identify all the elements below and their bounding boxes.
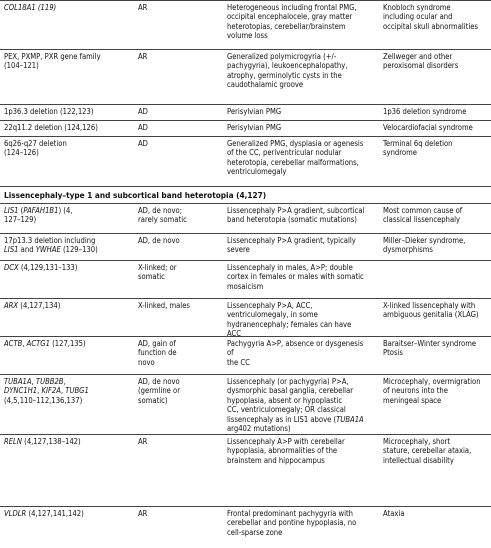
inheritance-cell: AD (138, 123, 148, 132)
phenotype-cell: Lissencephaly P>A, ACC, ventriculomegaly, in some hydranencephaly; females can have ACC (227, 301, 352, 339)
gene-cell: DCX (4,129,131–133) (4, 263, 78, 272)
gene-cell: ARX (4,127,134) (4, 301, 61, 310)
table-row (0, 337, 491, 375)
gene-cell: TUBA1A, TUBB2B, DYNC1H1, KIF2A, TUBG1 (4,5,110–112,136,137) (4, 377, 89, 405)
table-row (0, 50, 491, 105)
gene-cell: RELN (4,127,138–142) (4, 437, 81, 446)
phenotype-cell: Heterogeneous including frontal PMG, occipital encephalocele, gray matter heterotopias, cerebellar/brainstem volume loss (227, 3, 357, 41)
inheritance-cell: AD, de novo (138, 236, 180, 245)
syndrome-cell: Zellweger and other peroxisomal disorders (383, 52, 459, 71)
phenotype-cell: Frontal predominant pachygyria with cerebellar and pontine hypoplasia, no cell-sparse zone (227, 509, 357, 537)
table-row (0, 375, 491, 435)
phenotype-cell: Pachygyria A>P, absence or dysgenesis of the CC (227, 339, 364, 367)
phenotype-cell: Lissencephaly P>A gradient, typically severe (227, 236, 356, 255)
syndrome-cell: Knobloch syndrome including ocular and occipital skull abnormalities (383, 3, 479, 31)
gene-cell: PEX, PXMP, PXR gene family (104–121) (4, 52, 101, 71)
phenotype-cell: Lissencephaly A>P with cerebellar hypoplasia, abnormalities of the brainstem and hippocampus (227, 437, 345, 465)
inheritance-cell: AD (138, 139, 148, 148)
table-row (0, 234, 491, 261)
syndrome-cell: Velocardiofacial syndrome (383, 123, 473, 132)
phenotype-cell: Lissencephaly (or pachygyria) P>A, dysmorphic basal ganglia, cerebellar hypoplasia, absent or hypoplastic CC, ventriculomegaly; OR classical lissencephaly as in LIS1 above (TUBA1A arg402 mutations) (227, 377, 364, 434)
phenotype-cell: Lissencephaly in males, A>P; double cortex in females or males with somatic mosaicism (227, 263, 364, 291)
inheritance-cell: AD, de novo; rarely somatic (138, 206, 187, 225)
gene-cell: VLDLR (4,127,141,142) (4, 509, 84, 518)
syndrome-cell: Microcephaly, short stature, cerebellar ataxia, intellectual disability (383, 437, 472, 465)
syndrome-cell: Baraitser–Winter syndrome Ptosis (383, 339, 477, 358)
section-title: Lissencephaly–type 1 and subcortical band heterotopia (4,127) (4, 190, 267, 200)
gene-cell: 1p36.3 deletion (122,123) (4, 107, 94, 116)
syndrome-cell: Miller–Dieker syndrome, dysmorphisms (383, 236, 466, 255)
inheritance-cell: AD (138, 107, 148, 116)
table-row (0, 261, 491, 299)
inheritance-cell: AR (138, 52, 148, 61)
table-row (0, 105, 491, 121)
syndrome-cell: 1p36 deletion syndrome (383, 107, 467, 116)
inheritance-cell: AR (138, 3, 148, 12)
section-heading-lissencephaly (0, 187, 491, 204)
inheritance-cell: X-linked; or somatic (138, 263, 177, 282)
gene-cell: ACTB, ACTG1 (127,135) (4, 339, 86, 348)
syndrome-cell: Ataxia (383, 509, 405, 518)
gene-cell: 6q26-q27 deletion (124–126) (4, 139, 67, 158)
inheritance-cell: AR (138, 509, 148, 518)
inheritance-cell: AR (138, 437, 148, 446)
inheritance-cell: AD, gain of function de novo (138, 339, 177, 367)
gene-cell: LIS1 (PAFAH1B1) (4, 127–129) (4, 206, 73, 225)
phenotype-cell: Generalized PMG, dysplasia or agenesis of the CC, periventricular nodular heterotopia, cerebellar malformations, ventriculomegaly (227, 139, 364, 177)
gene-cell: 22q11.2 deletion (124,126) (4, 123, 98, 132)
table-row (0, 204, 491, 234)
syndrome-cell: Microcephaly, overmigration of neurons into the meningeal space (383, 377, 481, 405)
syndrome-cell: Terminal 6q deletion syndrome (383, 139, 453, 158)
table-row (0, 299, 491, 337)
inheritance-cell: AD, de novo (germline or somatic) (138, 377, 181, 405)
syndrome-cell: Most common cause of classical lissencephaly (383, 206, 463, 225)
gene-cell: COL18A1 (119) (4, 3, 57, 12)
syndrome-cell (383, 261, 487, 263)
table-row (0, 121, 491, 137)
table-row (0, 507, 491, 548)
phenotype-cell: Perisylvian PMG (227, 123, 282, 132)
syndrome-cell: X-linked lissencephaly with ambiguous genitalia (XLAG) (383, 301, 479, 320)
phenotype-cell: Lissencephaly P>A gradient, subcortical band heterotopia (somatic mutations) (227, 206, 365, 225)
phenotype-cell: Perisylvian PMG (227, 107, 282, 116)
gene-cell: 17p13.3 deletion including LIS1 and YWHAE (129–130) (4, 236, 98, 255)
table-row (0, 0, 491, 50)
table-row (0, 137, 491, 187)
phenotype-cell: Generalized polymicrogyria (+/- pachygyria), leukoencephalopathy, atrophy, germinolytic cysts in the caudothalamic groove (227, 52, 348, 90)
inheritance-cell: X-linked, males (138, 301, 190, 310)
table-row (0, 435, 491, 507)
